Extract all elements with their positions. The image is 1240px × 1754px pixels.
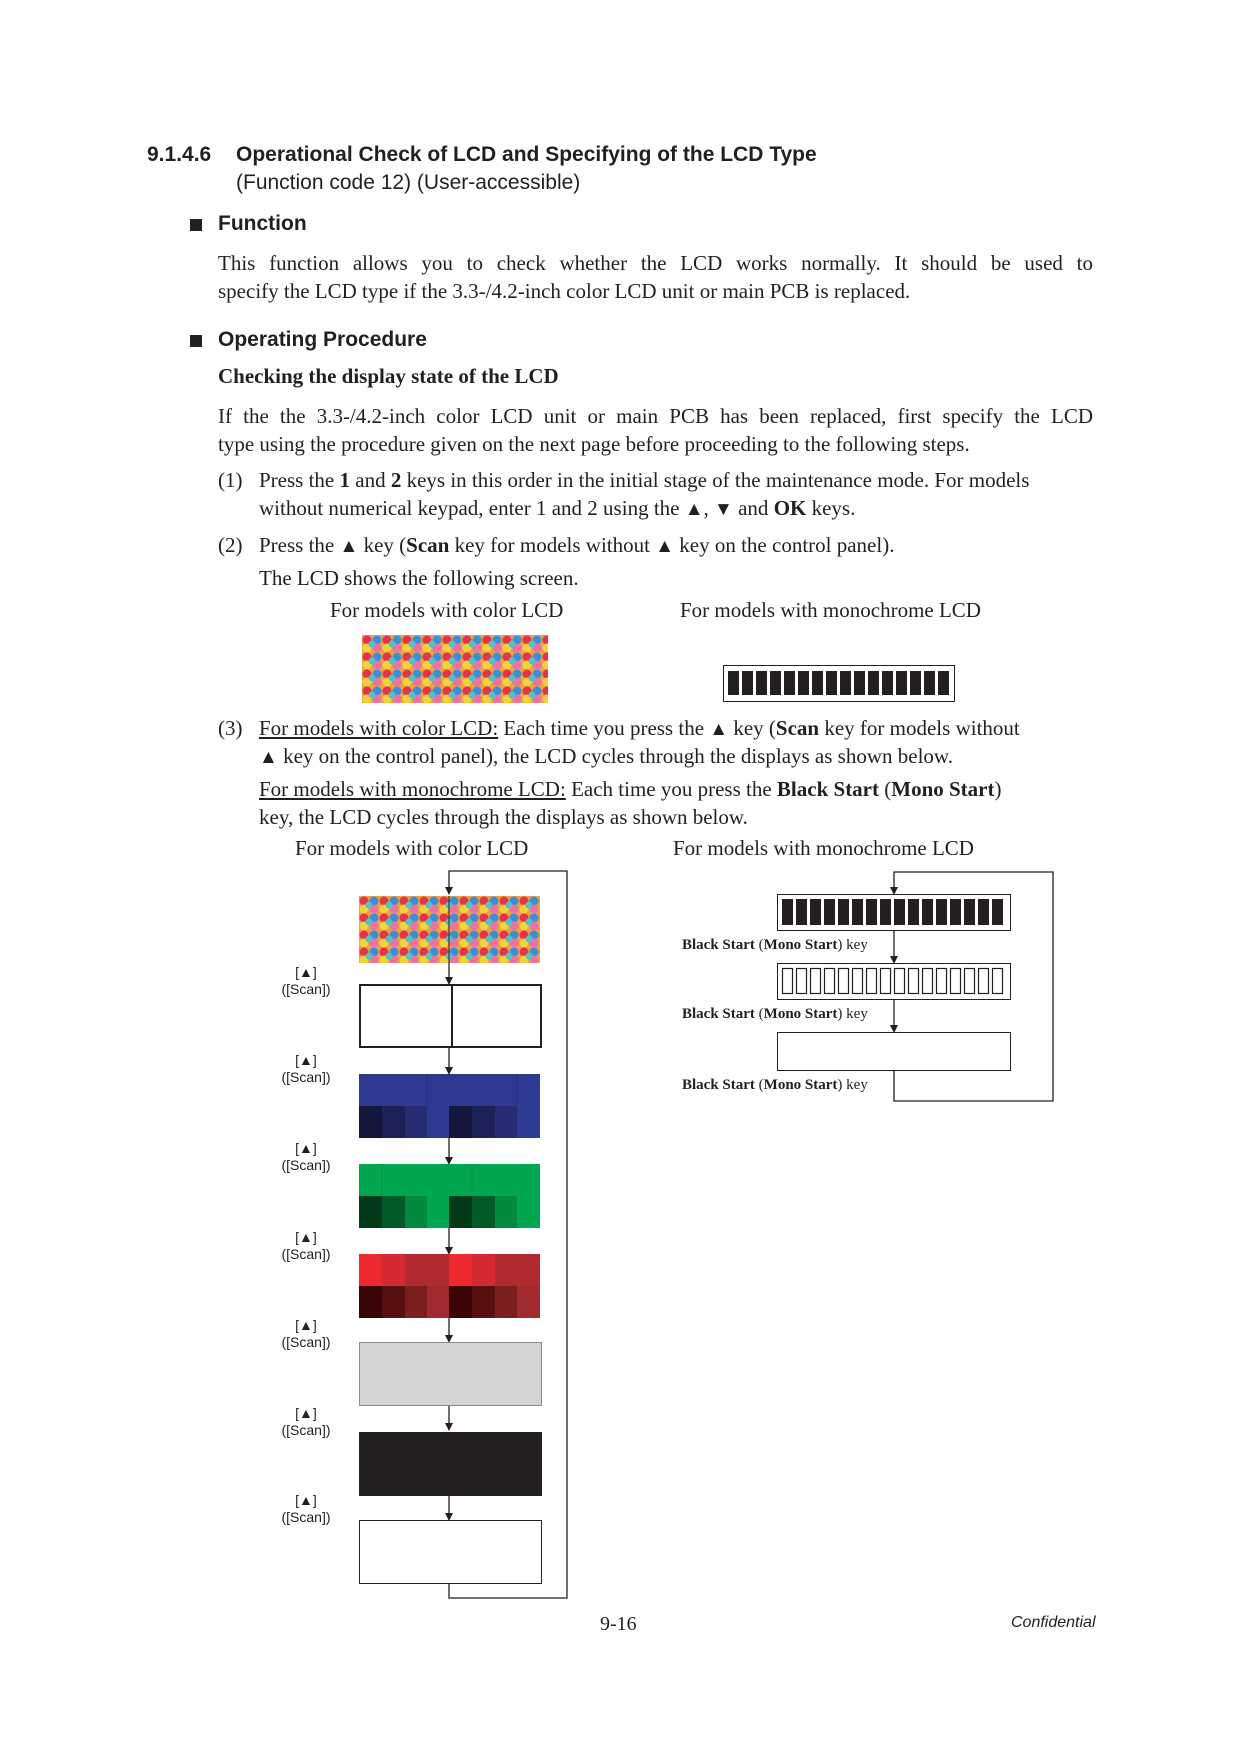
page-number: 9-16	[600, 1613, 637, 1635]
up-triangle-icon: ▲	[655, 536, 675, 557]
step3-line4: key, the LCD cycles through the displays as shown below.	[259, 805, 748, 829]
step3-line2: ▲ key on the control panel), the LCD cycles through the displays as shown below.	[259, 744, 953, 768]
up-triangle-icon: ▲	[684, 499, 704, 520]
key-label-6: [▲] ([Scan])	[281, 1405, 331, 1438]
step3-line3: For models with monochrome LCD: Each time you press the Black Start (Mono Start)	[259, 777, 1002, 801]
mono-key-label-1: Black Start (Mono Start) key	[682, 937, 868, 953]
mono-screen-blank	[777, 1032, 1011, 1071]
key-label-5: [▲] ([Scan])	[281, 1317, 331, 1350]
step1-line2: without numerical keypad, enter 1 and 2 using the ▲, ▼ and OK keys.	[259, 496, 856, 520]
step2-number: (2)	[218, 533, 243, 557]
up-triangle-icon: ▲	[339, 536, 359, 557]
step1-number: (1)	[218, 468, 243, 492]
step1-line1: Press the 1 and 2 keys in this order in the initial stage of the maintenance mode. For models	[259, 468, 1030, 492]
step2-caption-mono: For models with monochrome LCD	[680, 598, 981, 622]
mono-key-label-3: Black Start (Mono Start) key	[682, 1077, 868, 1093]
procedure-intro-line2: type using the procedure given on the next page before proceeding to the following steps.	[218, 432, 970, 456]
up-triangle-icon: ▲	[259, 747, 278, 768]
key-label-4: [▲] ([Scan])	[281, 1229, 331, 1262]
key-label-3: [▲] ([Scan])	[281, 1140, 331, 1173]
function-text-line2: specify the LCD type if the 3.3-/4.2-inch color LCD unit or main PCB is replaced.	[218, 279, 911, 303]
mono-key-label-2: Black Start (Mono Start) key	[682, 1006, 868, 1022]
procedure-intro-line1: If the the 3.3-/4.2-inch color LCD unit or main PCB has been replaced, first specify the LCD	[218, 404, 1093, 428]
procedure-subheading: Checking the display state of the LCD	[218, 364, 559, 388]
step3-caption-mono: For models with monochrome LCD	[673, 836, 974, 860]
key-label-1: [▲] ([Scan])	[281, 964, 331, 997]
mono-segments-filled-svg	[778, 895, 1009, 929]
up-triangle-icon: ▲	[709, 719, 729, 740]
step2-line2: The LCD shows the following screen.	[259, 566, 579, 590]
key-label-2: [▲] ([Scan])	[281, 1052, 331, 1085]
key-label-7: [▲] ([Scan])	[281, 1492, 331, 1525]
mono-screen-filled	[777, 894, 1011, 931]
down-triangle-icon: ▼	[714, 499, 733, 520]
function-text-line1: This function allows you to check whether the LCD works normally. It should be used to	[218, 251, 1093, 275]
step3-number: (3)	[218, 716, 243, 740]
section-number: 9.1.4.6	[147, 143, 212, 166]
step3-line1: For models with color LCD: Each time you press the ▲ key (Scan key for models without	[259, 716, 1020, 740]
mono-screen-outlined	[777, 963, 1011, 1000]
confidential-label: Confidential	[1011, 1614, 1096, 1631]
step2-caption-color: For models with color LCD	[330, 598, 564, 622]
mono-segments-outlined-svg	[778, 964, 1009, 998]
step2-line1: Press the ▲ key (Scan key for models without ▲ key on the control panel).	[259, 533, 895, 557]
section-title: Operational Check of LCD and Specifying of the LCD Type	[236, 143, 817, 166]
function-heading: Function	[218, 212, 307, 235]
section-subtitle: (Function code 12) (User-accessible)	[236, 171, 581, 194]
procedure-heading: Operating Procedure	[218, 328, 427, 351]
step3-caption-color: For models with color LCD	[295, 836, 529, 860]
